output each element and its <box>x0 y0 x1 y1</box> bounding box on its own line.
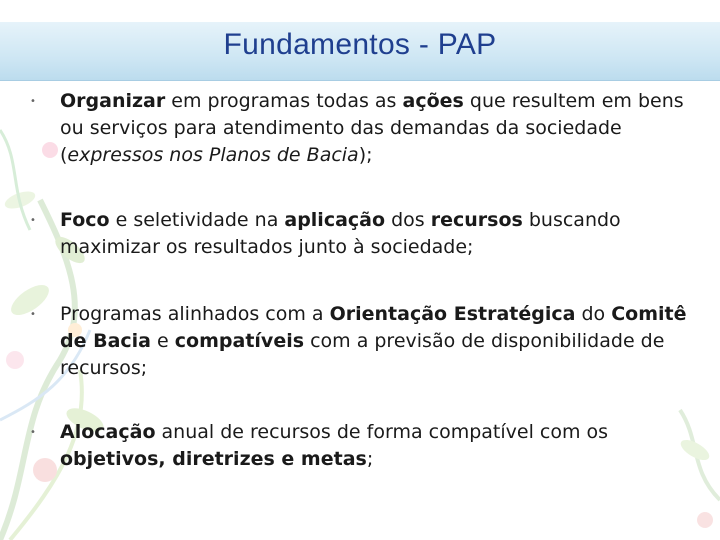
text-segment: com a previsão de disponibilidade de recursos; <box>60 330 665 379</box>
bullet-text <box>60 90 684 166</box>
text-segment: buscando maximizar os resultados junto à sociedade; <box>60 209 621 258</box>
bullet-text <box>60 209 621 258</box>
bold-text: Orientação Estratégica <box>329 303 576 325</box>
bold-text: compatíveis <box>174 330 305 352</box>
bullet-dot-icon: • <box>30 96 36 107</box>
bullet-text <box>60 421 608 470</box>
text-segment: que resultem em bens ou serviços para atendimento das demandas da sociedade ( <box>60 90 684 166</box>
italic-text: expressos nos Planos de Bacia <box>67 144 359 166</box>
bullet-dot-icon: • <box>30 309 36 320</box>
text-segment: anual de recursos de forma compatível com os <box>155 421 609 443</box>
text-segment: do <box>575 303 612 325</box>
bullet-item <box>28 88 698 169</box>
slide-title: Fundamentos - PAP <box>223 28 497 61</box>
text-segment: dos <box>385 209 431 231</box>
bold-text: ações <box>402 90 464 112</box>
bold-text: Comitê de Bacia <box>60 303 687 352</box>
text-segment: em programas todas as <box>165 90 403 112</box>
bold-text: recursos <box>430 209 523 231</box>
bullet-item <box>28 301 698 382</box>
bullet-dot-icon: • <box>30 215 36 226</box>
bullet-item <box>28 419 698 473</box>
bold-text: objetivos, diretrizes e metas <box>60 448 367 470</box>
bullet-text <box>60 303 687 379</box>
text-segment: ; <box>366 448 374 470</box>
bold-text: Alocação <box>60 421 156 443</box>
bullet-dot-icon: • <box>30 427 36 438</box>
bold-text: Foco <box>60 209 110 231</box>
bold-text: aplicação <box>284 209 386 231</box>
text-segment: e seletividade na <box>109 209 285 231</box>
bullet-item <box>28 207 698 261</box>
bold-text: Organizar <box>60 90 166 112</box>
bullet-list <box>28 88 698 473</box>
text-segment: ); <box>358 144 373 166</box>
text-segment: e <box>151 330 175 352</box>
text-segment: Programas alinhados com a <box>60 303 330 325</box>
